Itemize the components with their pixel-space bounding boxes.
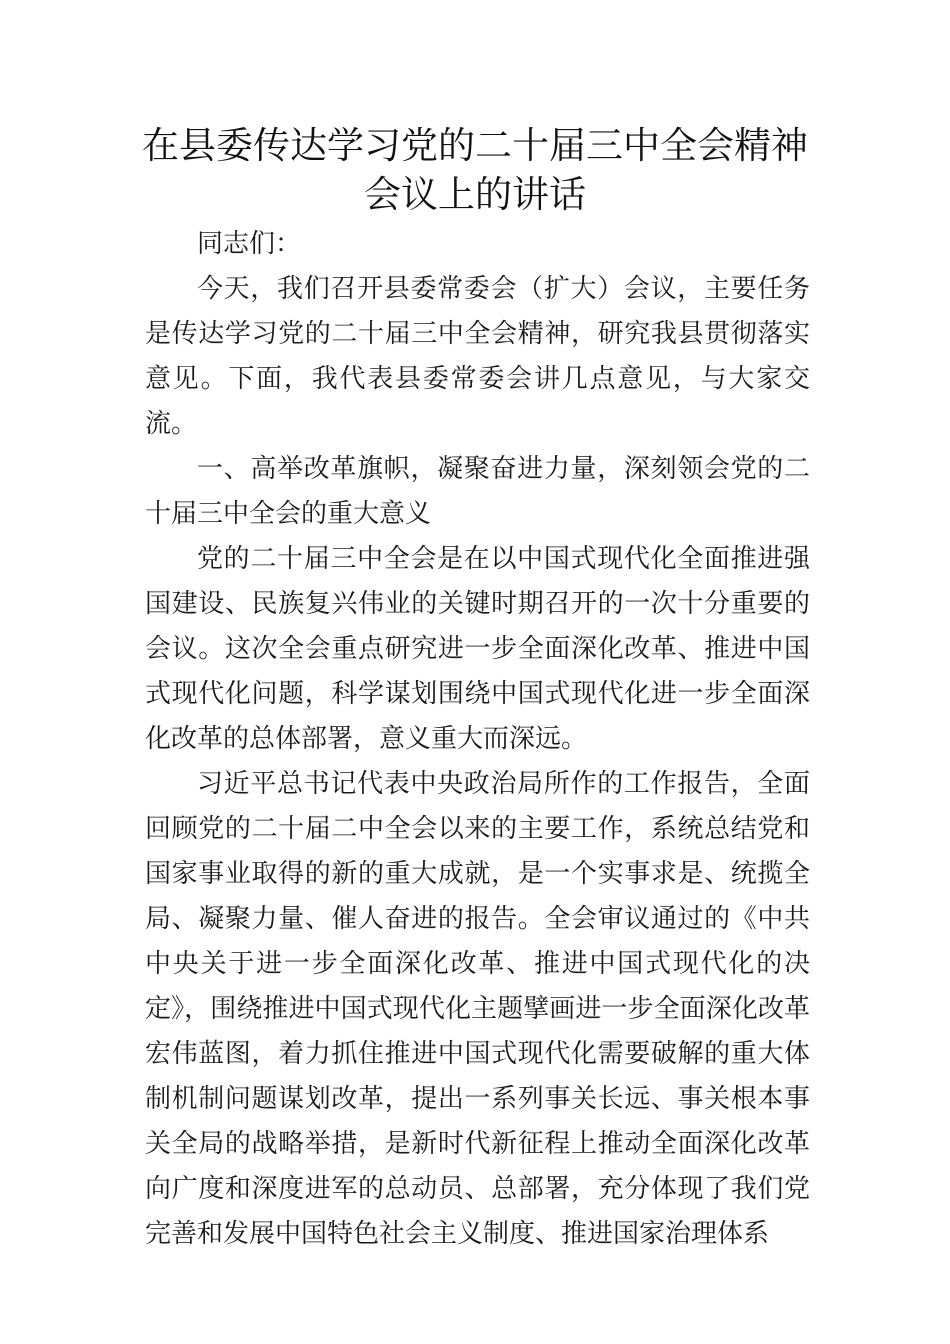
paragraph-intro: 今天，我们召开县委常委会（扩大）会议，主要任务是传达学习党的二十届三中全会精神，研究我县贯彻落实意见。下面，我代表县委常委会讲几点意见，与大家交流。 (145, 274, 810, 439)
paragraph-report: 习近平总书记代表中央政治局所作的工作报告，全面回顾党的二十届二中全会以来的主要工作，系统总结党和国家事业取得的新的重大成就，是一个实事求是、统揽全局、凝聚力量、催人奋进的报告。全会审议通过的《中共中央关于进一步全面深化改革、推进中国式现代化的决定》，围绕推进中国式现代化主题擘画进一步全面深化改革宏伟蓝图，着力抓住推进中国式现代化需要破解的重大体制机制问题谋划改革，提出一系列事关长远、事关根本事关全局的战略举措，是新时代新征程上推动全面深化改革向广度和深度进军的总动员、总部署，充分体现了我们党完善和发展中国特色社会主义制度、推进国家治理体系 (145, 769, 810, 1249)
document-title-line-1: 在县委传达学习党的二十届三中全会精神 (142, 124, 808, 167)
paragraph-significance: 党的二十届三中全会是在以中国式现代化全面推进强国建设、民族复兴伟业的关键时期召开的一次十分重要的会议。这次全会重点研究进一步全面深化改革、推进中国式现代化问题，科学谋划围绕中国式现代化进一步全面深化改革的总体部署，意义重大而深远。 (145, 544, 810, 754)
salutation: 同志们： (197, 229, 302, 259)
section-heading-1: 一、高举改革旗帜，凝聚奋进力量，深刻领会党的二十届三中全会的重大意义 (145, 454, 810, 529)
document-body (145, 222, 810, 1257)
document-title-line-2: 会议上的讲话 (364, 173, 586, 216)
